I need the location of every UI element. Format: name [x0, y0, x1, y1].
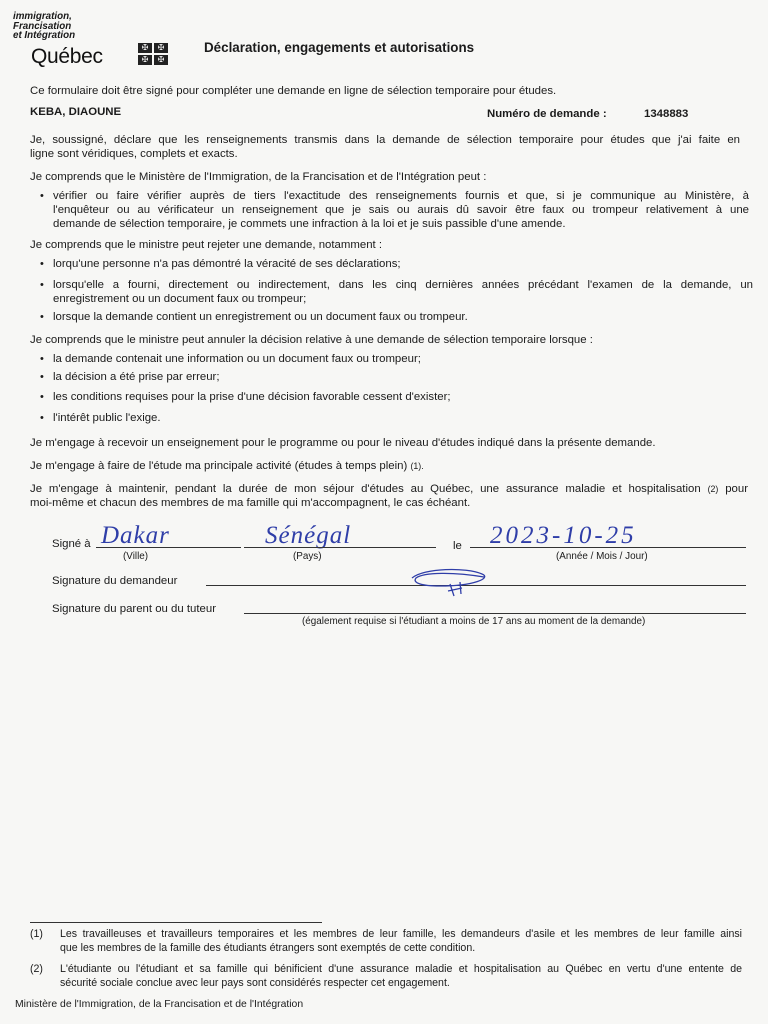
intro-text: Ce formulaire doit être signé pour compléter une demande en ligne de sélection temporaire pour études. [30, 85, 557, 97]
list-item-text: la décision a été prise par erreur; [53, 371, 220, 383]
date-label: le [453, 540, 462, 552]
parent-signature-line [244, 613, 746, 614]
country-field[interactable]: Sénégal [265, 522, 352, 549]
list-item-text: la demande contenait une information ou un document faux ou trompeur; [53, 353, 421, 365]
request-number: 1348883 [644, 108, 689, 120]
bullet-icon: • [40, 353, 44, 365]
city-caption: (Ville) [123, 551, 149, 562]
logo-line-3: et Intégration [13, 30, 76, 42]
fleur-de-lis-icon: ✠ [154, 43, 168, 53]
city-field[interactable]: Dakar [101, 522, 170, 549]
footnote-2 [60, 963, 742, 990]
commitment-1: Je m'engage à recevoir un enseignement pour le programme ou pour le niveau d'études indiqué dans la présente demande. [30, 437, 656, 449]
bullet-icon: • [40, 371, 44, 383]
bullet-icon: • [40, 311, 44, 323]
list-item [40, 189, 749, 232]
footnote-ref-1: (1). [410, 461, 424, 471]
list-item-line: demande de sélection temporaire, je commets une infraction à la loi et je suis passible d'une amende. [53, 218, 566, 231]
declaration [30, 133, 740, 161]
request-number-label: Numéro de demande : [487, 108, 607, 120]
declaration-line: Je, soussigné, déclare que les renseignements transmis dans la demande de sélection temporaire pour études que j'ai faite en [30, 134, 740, 146]
commitment-3-line: Je m'engage à maintenir, pendant la durée de mon séjour d'études au Québec, une assurance maladie et hospitalisation (2) pour [30, 483, 749, 495]
list-item [40, 310, 468, 324]
section-heading: Je comprends que le ministre peut annuler la décision relative à une demande de sélection temporaire lorsque : [30, 334, 593, 346]
fleur-de-lis-icon: ✠ [154, 55, 168, 65]
list-item-text: les conditions requises pour la prise d'une décision favorable cessent d'exister; [53, 391, 451, 403]
list-item-line: vérifier ou faire vérifier auprès de tiers l'exactitude des renseignements fournis et que, si je communique au Ministère, à [53, 190, 749, 202]
footnote-line: Les travailleuses et travailleurs temporaires et les membres de leur famille, les demandeurs d'asile et les membres de leur famille ainsi [60, 928, 742, 940]
footnote-1-marker: (1) [30, 928, 43, 940]
footnote-line: sécurité sociale conclue avec leur pays sont considérés respecter cet engagement. [60, 976, 450, 989]
city-line [96, 547, 241, 548]
declaration-line: ligne sont véridiques, complets et exacts. [30, 148, 238, 161]
bullet-icon: • [40, 412, 44, 424]
signed-at-label: Signé à [52, 538, 91, 550]
list-item [40, 390, 451, 404]
bullet-icon: • [40, 391, 44, 403]
logo-line-1: immigration, [13, 11, 72, 22]
quebec-flag-icon [138, 43, 168, 65]
list-item [40, 278, 753, 306]
footnote-1 [60, 928, 742, 955]
list-item [40, 411, 161, 425]
commitment-2-text: Je m'engage à faire de l'étude ma principale activité (études à temps plein) [30, 460, 408, 472]
parent-signature-caption: (également requise si l'étudiant a moins de 17 ans au moment de la demande) [302, 616, 646, 627]
fleur-de-lis-icon: ✠ [138, 43, 152, 53]
date-caption: (Année / Mois / Jour) [556, 551, 648, 562]
bullet-icon: • [40, 258, 44, 270]
commitment-3 [30, 482, 748, 510]
list-item [40, 352, 421, 366]
list-item-line: enregistrement ou un document faux ou trompeur; [53, 293, 307, 306]
ministry-logo [13, 12, 75, 41]
list-item-line: lorsqu'elle a fourni, directement ou indirectement, dans les cinq dernières années précédant l'examen de la demande, un [53, 279, 753, 291]
page-title: Déclaration, engagements et autorisations [204, 40, 475, 55]
applicant-signature-label: Signature du demandeur [52, 575, 178, 587]
list-item-text: lorsque la demande contient un enregistrement ou un document faux ou trompeur. [53, 311, 468, 323]
bullet-icon: • [40, 190, 44, 202]
list-item-line: l'enquêteur ou au vérificateur un renseignement que je sais ou aurais dû savoir être faux ou trompeur relativement à une [53, 204, 749, 217]
quebec-wordmark: Québec [31, 45, 103, 68]
applicant-name: KEBA, DIAOUNE [30, 106, 122, 118]
applicant-signature-scribble[interactable] [404, 564, 500, 598]
section-heading: Je comprends que le Ministère de l'Immigration, de la Francisation et de l'Intégration peut : [30, 171, 487, 183]
list-item-text: l'intérêt public l'exige. [53, 412, 161, 424]
commitment-3-line: moi-même et chacun des membres de ma famille qui m'accompagnent, le cas échéant. [30, 497, 471, 510]
footnote-2-marker: (2) [30, 963, 43, 975]
list-item [40, 370, 220, 384]
fleur-de-lis-icon: ✠ [138, 55, 152, 65]
commitment-2 [30, 459, 424, 473]
logo-line-2: Francisation [13, 20, 72, 32]
list-item [40, 257, 401, 271]
date-line [470, 547, 746, 548]
country-line [244, 547, 436, 548]
bullet-icon: • [40, 279, 44, 291]
footnote-line: que les membres de la famille des étudiants étrangers sont exemptés de cette condition. [60, 941, 476, 954]
country-caption: (Pays) [293, 551, 322, 562]
footnote-divider [30, 922, 322, 923]
footer-ministry: Ministère de l'Immigration, de la Francisation et de l'Intégration [15, 999, 304, 1010]
footnote-ref-2: (2) [707, 484, 719, 494]
date-field[interactable]: 2023-10-25 [490, 522, 637, 549]
parent-signature-label: Signature du parent ou du tuteur [52, 603, 217, 615]
list-item-text: lorqu'une personne n'a pas démontré la véracité de ses déclarations; [53, 258, 401, 270]
footnote-line: L'étudiante ou l'étudiant et sa famille qui bénificient d'une assurance maladie et hospitalisation au Québec en vertu d'une entente de [60, 963, 742, 975]
section-heading: Je comprends que le ministre peut rejeter une demande, notamment : [30, 239, 383, 251]
